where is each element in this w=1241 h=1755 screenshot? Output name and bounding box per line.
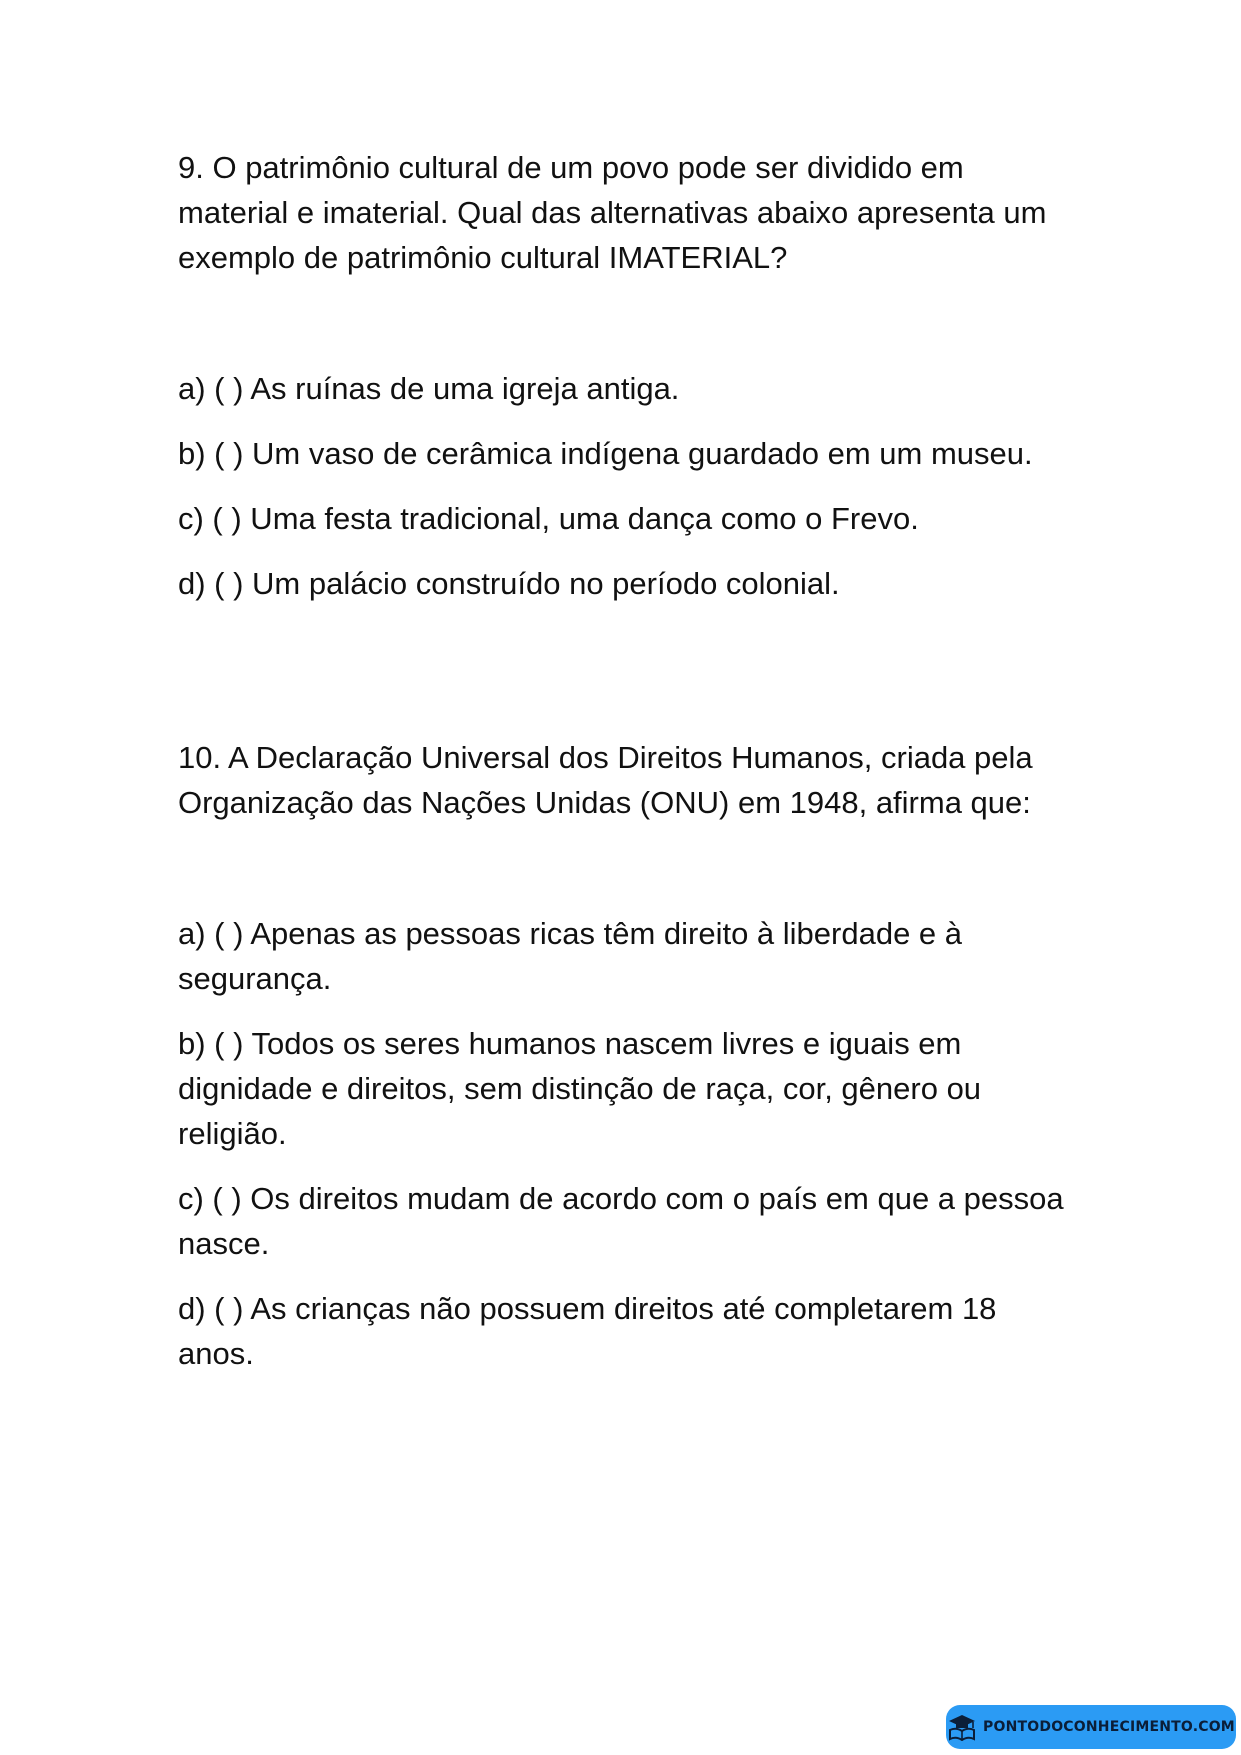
option-d: d) ( ) Um palácio construído no período colonial. — [178, 566, 840, 601]
option-c: c) ( ) Os direitos mudam de acordo com o país em que a pessoa nasce. — [178, 1181, 1064, 1261]
option-a: a) ( ) Apenas as pessoas ricas têm direito à liberdade e à segurança. — [178, 916, 963, 996]
option-b: b) ( ) Todos os seres humanos nascem livres e iguais em dignidade e direitos, sem distinção de raça, cor, gênero ou religião. — [178, 1026, 982, 1151]
option-a: a) ( ) As ruínas de uma igreja antiga. — [178, 371, 680, 406]
site-badge-link[interactable] — [946, 1705, 1236, 1749]
question-stem: 10. A Declaração Universal dos Direitos Humanos, criada pela Organização das Nações Unidas (ONU) em 1948, afirma que: — [178, 740, 1033, 820]
question-stem: 9. O patrimônio cultural de um povo pode ser dividido em material e imaterial. Qual das alternativas abaixo apresenta um exemplo de patrimônio cultural IMATERIAL? — [178, 150, 1047, 275]
site-label: PONTODOCONHECIMENTO.COM — [983, 1719, 1235, 1735]
option-c: c) ( ) Uma festa tradicional, uma dança como o Frevo. — [178, 501, 919, 536]
question-9 — [178, 145, 1078, 626]
question-10 — [178, 735, 1078, 1396]
option-b: b) ( ) Um vaso de cerâmica indígena guardado em um museu. — [178, 436, 1033, 471]
graduation-book-icon — [947, 1713, 977, 1741]
option-d: d) ( ) As crianças não possuem direitos até completarem 18 anos. — [178, 1291, 997, 1371]
